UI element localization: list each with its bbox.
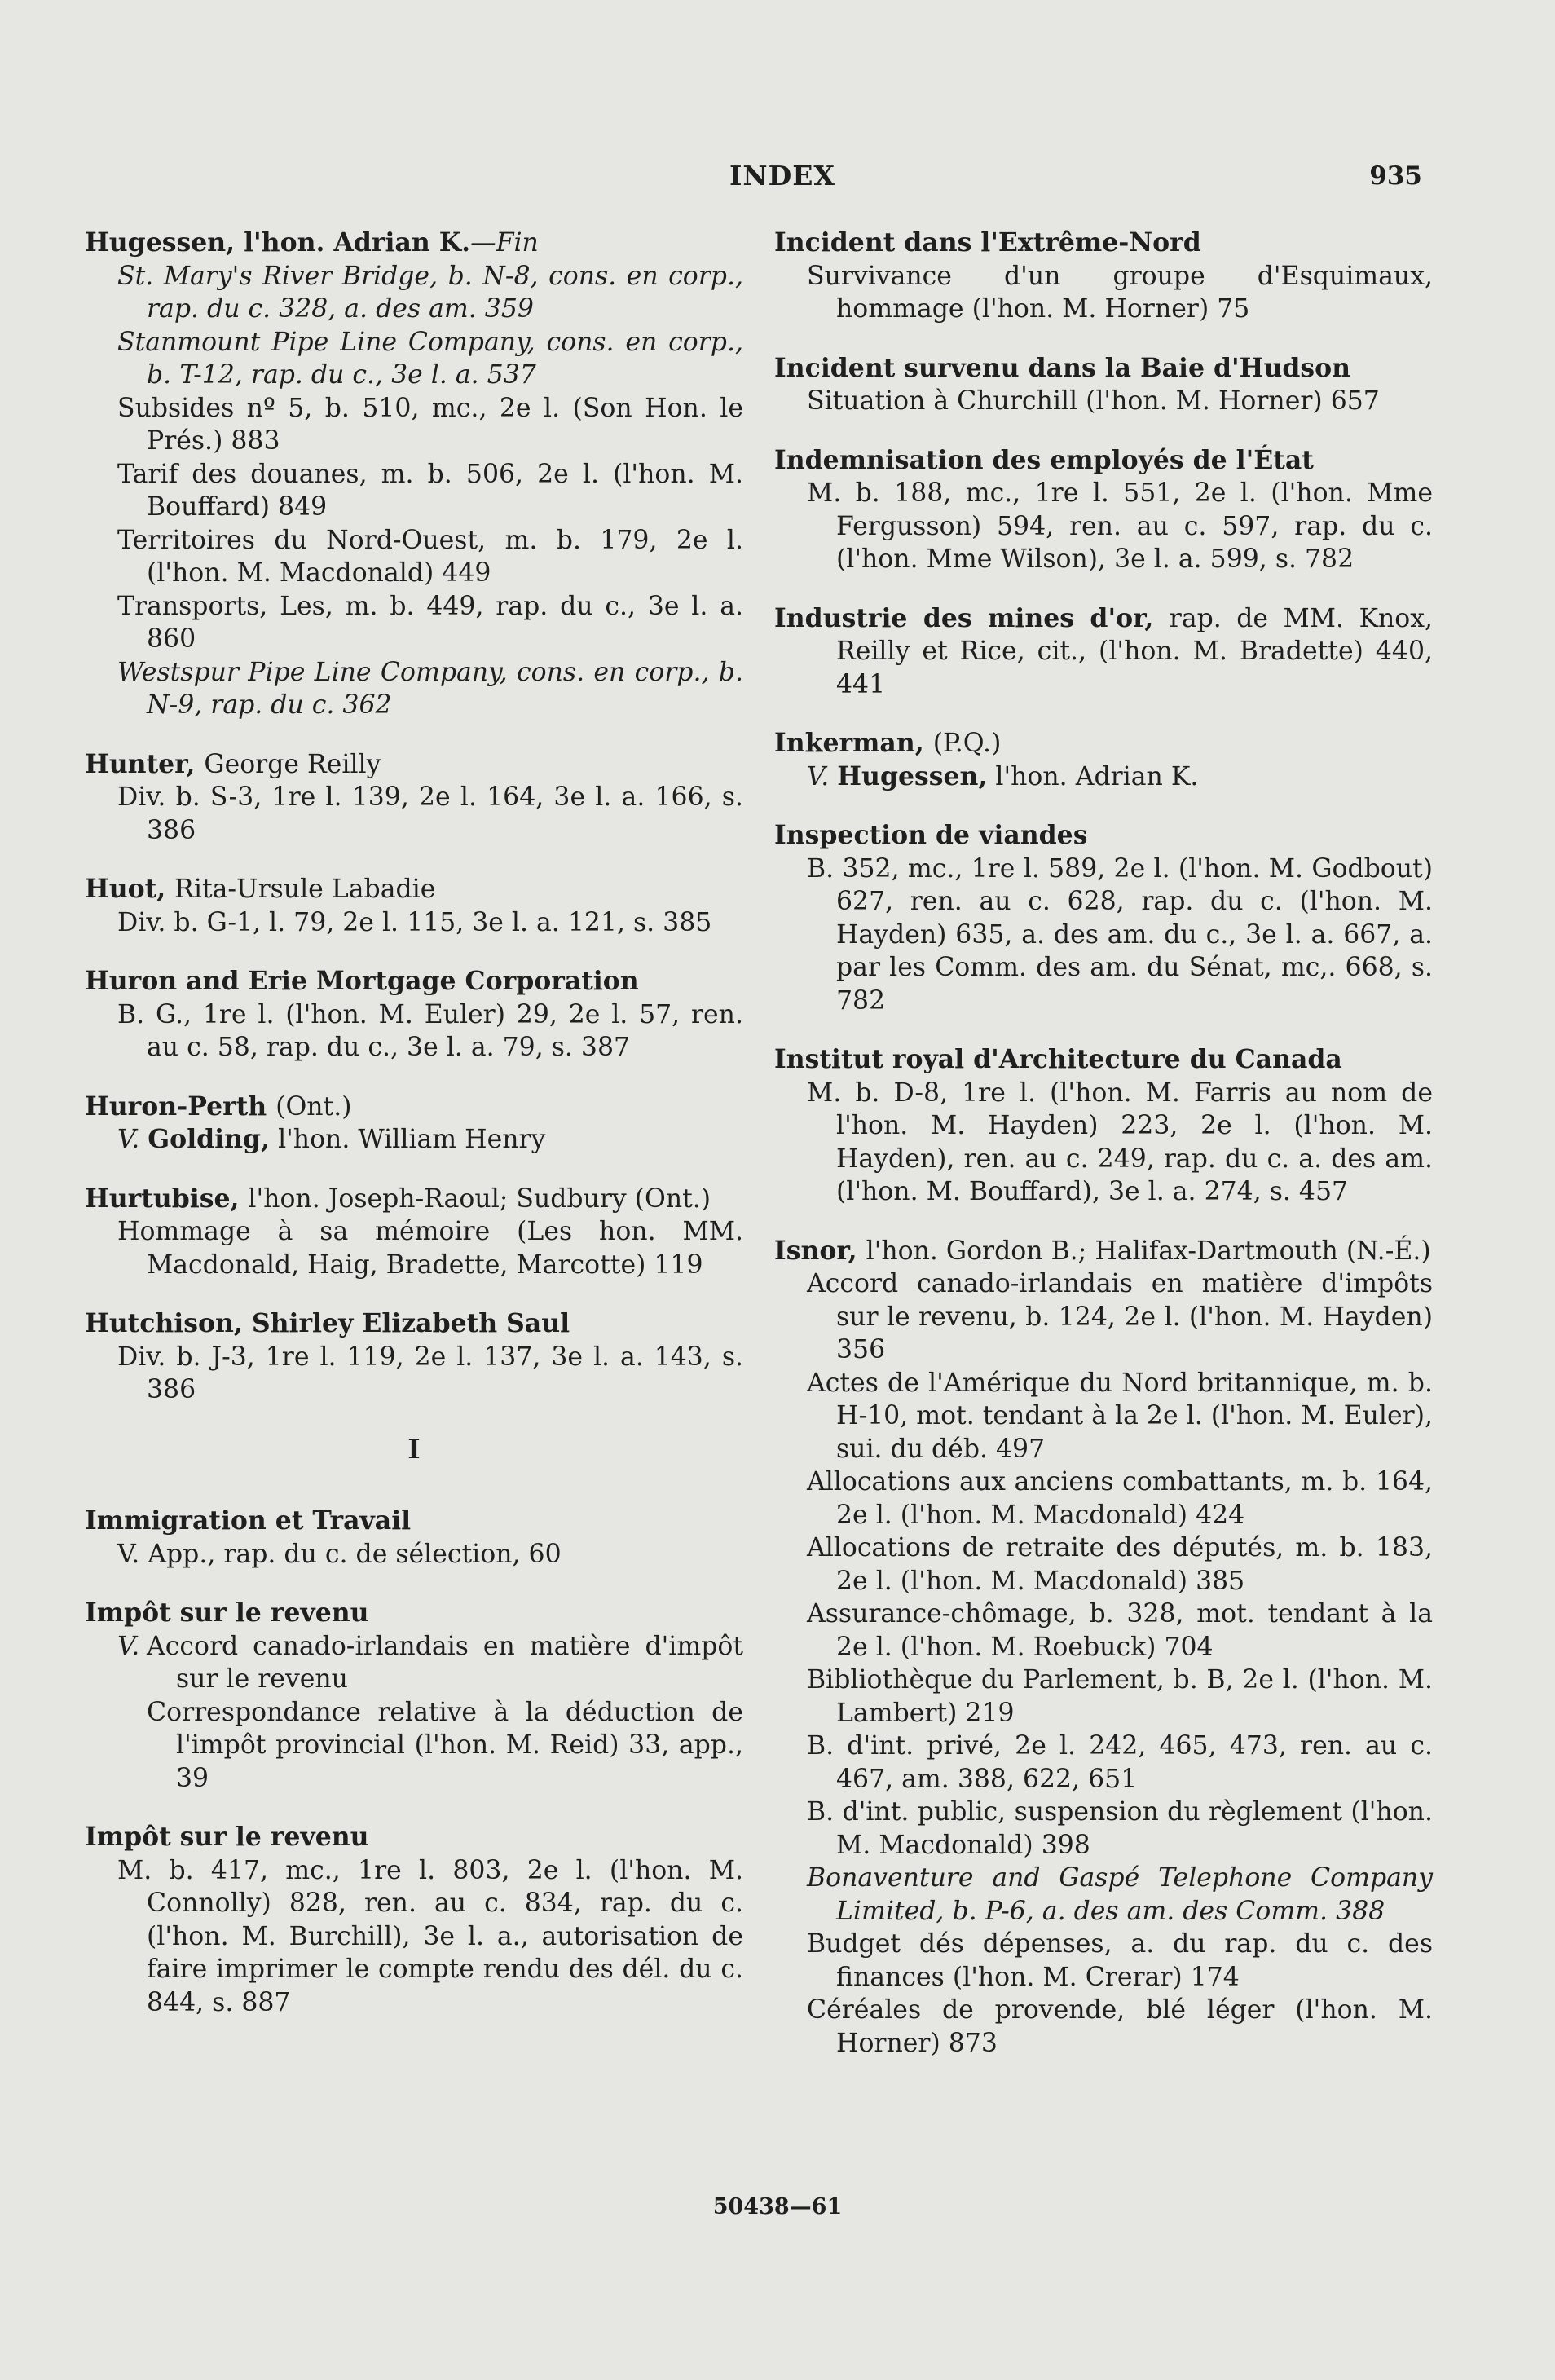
subentry: Situation à Churchill (l'hon. M. Horner) 657 xyxy=(807,386,1380,416)
see-reference: V. Hugessen, l'hon. Adrian K. xyxy=(807,760,1199,791)
index-column-right xyxy=(774,227,1433,2060)
see-reference-item: Correspondance relative à la déduction de l'impôt provincial (l'hon. M. Reid) 33, app., 39 xyxy=(147,1697,743,1793)
entry-heading: Incident dans l'Extrême-Nord xyxy=(774,227,1201,258)
entry-heading: Huron and Erie Mortgage Corporation xyxy=(85,966,639,996)
subentry: B. G., 1re l. (l'hon. M. Euler) 29, 2e l. 57, ren. au c. 58, rap. du c., 3e l. a. 79, s. 387 xyxy=(117,999,743,1062)
subentry: Westspur Pipe Line Company, cons. en corp., b. N-9, rap. du c. 362 xyxy=(117,657,743,720)
index-entry-isnor xyxy=(774,1235,1433,2060)
page-header-title: INDEX xyxy=(729,160,835,192)
index-entry-hurtubise xyxy=(85,1183,743,1282)
subentry: Subsides nº 5, b. 510, mc., 2e l. (Son Hon. le Prés.) 883 xyxy=(117,393,743,456)
subentry: Budget dés dépenses, a. du rap. du c. des finances (l'hon. M. Crerar) 174 xyxy=(807,1929,1433,1992)
entry-heading: Hugessen, l'hon. Adrian K.—Fin xyxy=(85,227,539,258)
entry-heading: Immigration et Travail xyxy=(85,1505,412,1536)
entry-heading: Indemnisation des employés de l'État xyxy=(774,444,1314,475)
page-footer-code: 50438—61 xyxy=(712,2194,843,2219)
index-entry-impot xyxy=(85,1821,743,2019)
subentry: Stanmount Pipe Line Company, cons. en corp., b. T-12, rap. du c., 3e l. a. 537 xyxy=(117,327,743,390)
subentry: Transports, Les, m. b. 449, rap. du c., 3e l. a. 860 xyxy=(117,591,743,654)
index-entry-huot xyxy=(85,873,743,939)
index-entry-huron-erie xyxy=(85,965,743,1064)
subentry: Accord canado-irlandais en matière d'impôts sur le revenu, b. 124, 2e l. (l'hon. M. Hayden) 356 xyxy=(807,1269,1433,1364)
see-reference-block: V. Accord canado-irlandais en matière d'impôt sur le revenu Correspondance relative à la déduction de l'impôt provincial (l'hon. M. Reid) 33, app., 39 xyxy=(85,1630,743,1796)
entry-heading: Inkerman, (P.Q.) xyxy=(774,728,1002,758)
index-column-left xyxy=(85,227,743,2019)
subentry: Bibliothèque du Parlement, b. B, 2e l. (l'hon. M. Lambert) 219 xyxy=(807,1665,1433,1728)
subentry: V. App., rap. du c. de sélection, 60 xyxy=(117,1539,562,1569)
subentry: Céréales de provende, blé léger (l'hon. M. Horner) 873 xyxy=(807,1995,1433,2058)
index-entry-huron-perth xyxy=(85,1091,743,1157)
subentry: Allocations de retraite des députés, m. b. 183, 2e l. (l'hon. M. Macdonald) 385 xyxy=(807,1533,1433,1596)
index-entry-mines xyxy=(774,602,1433,702)
subentry: B. d'int. privé, 2e l. 242, 465, 473, ren. au c. 467, am. 388, 622, 651 xyxy=(807,1731,1433,1794)
subentry: Bonaventure and Gaspé Telephone Company Limited, b. P-6, a. des am. des Comm. 388 xyxy=(807,1863,1433,1926)
index-entry-incident-nord xyxy=(774,227,1433,326)
index-entry-hugessen xyxy=(85,227,743,722)
entry-heading: Hurtubise, l'hon. Joseph-Raoul; Sudbury (Ont.) xyxy=(85,1183,711,1214)
entry-heading: Inspection de viandes xyxy=(774,820,1088,850)
entry-heading: Industrie des mines d'or, rap. de MM. Knox, Reilly et Rice, cit., (l'hon. M. Bradette) 440, 441 xyxy=(774,602,1434,699)
subentry: Div. b. J-3, 1re l. 119, 2e l. 137, 3e l. a. 143, s. 386 xyxy=(117,1342,743,1404)
subentry: M. b. 417, mc., 1re l. 803, 2e l. (l'hon. M. Connolly) 828, ren. au c. 834, rap. du c. (l'hon. M. Burchill), 3e l. a., autorisation de faire imprimer le compte rendu des dél. du c. 844, s. 887 xyxy=(117,1855,743,2017)
subentry: Div. b. S-3, 1re l. 139, 2e l. 164, 3e l. a. 166, s. 386 xyxy=(117,782,743,845)
page-number: 935 xyxy=(1369,161,1422,191)
index-entry-incident-hudson xyxy=(774,352,1433,418)
subentry: Tarif des douanes, m. b. 506, 2e l. (l'hon. M. Bouffard) 849 xyxy=(117,459,743,522)
subentry: M. b. D-8, 1re l. (l'hon. M. Farris au nom de l'hon. M. Hayden) 223, 2e l. (l'hon. M. Hayden), ren. au c. 249, rap. du c. a. des am. (l'hon. M. Bouffard), 3e l. a. 274, s. 457 xyxy=(807,1078,1433,1206)
subentry: Allocations aux anciens combattants, m. b. 164, 2e l. (l'hon. M. Macdonald) 424 xyxy=(807,1467,1433,1530)
subentry: Actes de l'Amérique du Nord britannique, m. b. H-10, mot. tendant à la 2e l. (l'hon. M. Euler), sui. du déb. 497 xyxy=(807,1368,1433,1464)
subentry: Hommage à sa mémoire (Les hon. MM. Macdonald, Haig, Bradette, Marcotte) 119 xyxy=(117,1217,743,1280)
subentry: St. Mary's River Bridge, b. N-8, cons. en corp., rap. du c. 328, a. des am. 359 xyxy=(117,261,743,324)
entry-heading: Hutchison, Shirley Elizabeth Saul xyxy=(85,1308,570,1338)
entry-heading: Isnor, l'hon. Gordon B.; Halifax-Dartmouth (N.-É.) xyxy=(774,1235,1431,1266)
index-entry-indemnisation xyxy=(774,444,1433,576)
subentry: B. 352, mc., 1re l. 589, 2e l. (l'hon. M. Godbout) 627, ren. au c. 628, rap. du c. (l'hon. M. Hayden) 635, a. des am. du c., 3e l. a. 667, a. par les Comm. des am. du Sénat, mc,. 668, s. 782 xyxy=(807,853,1433,1016)
index-entry-immigration xyxy=(85,1505,743,1571)
see-reference: V. Golding, l'hon. William Henry xyxy=(117,1124,546,1154)
section-letter: I xyxy=(407,1432,421,1465)
index-entry-viandes xyxy=(774,819,1433,1017)
index-entry-inkerman xyxy=(774,727,1433,793)
index-entry-architecture xyxy=(774,1043,1433,1209)
entry-heading: Huot, Rita-Ursule Labadie xyxy=(85,874,436,904)
index-entry-hutchison xyxy=(85,1307,743,1407)
entry-heading: Institut royal d'Architecture du Canada xyxy=(774,1044,1342,1074)
subentry: Div. b. G-1, l. 79, 2e l. 115, 3e l. a. 121, s. 385 xyxy=(117,907,712,937)
subentry: B. d'int. public, suspension du règlement (l'hon. M. Macdonald) 398 xyxy=(807,1797,1433,1860)
subentry: Assurance-chômage, b. 328, mot. tendant à la 2e l. (l'hon. M. Roebuck) 704 xyxy=(807,1599,1433,1662)
subentry: Territoires du Nord-Ouest, m. b. 179, 2e l. (l'hon. M. Macdonald) 449 xyxy=(117,525,743,588)
entry-heading: Hunter, George Reilly xyxy=(85,748,381,779)
entry-heading: Huron-Perth (Ont.) xyxy=(85,1091,352,1122)
index-entry-hunter xyxy=(85,748,743,848)
entry-heading: Impôt sur le revenu xyxy=(85,1598,369,1628)
see-reference-item: Accord canado-irlandais en matière d'impôt sur le revenu xyxy=(147,1631,743,1694)
index-entry-impot-see xyxy=(85,1597,743,1795)
entry-heading: Incident survenu dans la Baie d'Hudson xyxy=(774,352,1351,383)
subentry: Survivance d'un groupe d'Esquimaux, hommage (l'hon. M. Horner) 75 xyxy=(807,261,1433,324)
subentry: M. b. 188, mc., 1re l. 551, 2e l. (l'hon. Mme Fergusson) 594, ren. au c. 597, rap. du c. (l'hon. Mme Wilson), 3e l. a. 599, s. 782 xyxy=(807,478,1433,574)
entry-heading: Impôt sur le revenu xyxy=(85,1822,369,1852)
